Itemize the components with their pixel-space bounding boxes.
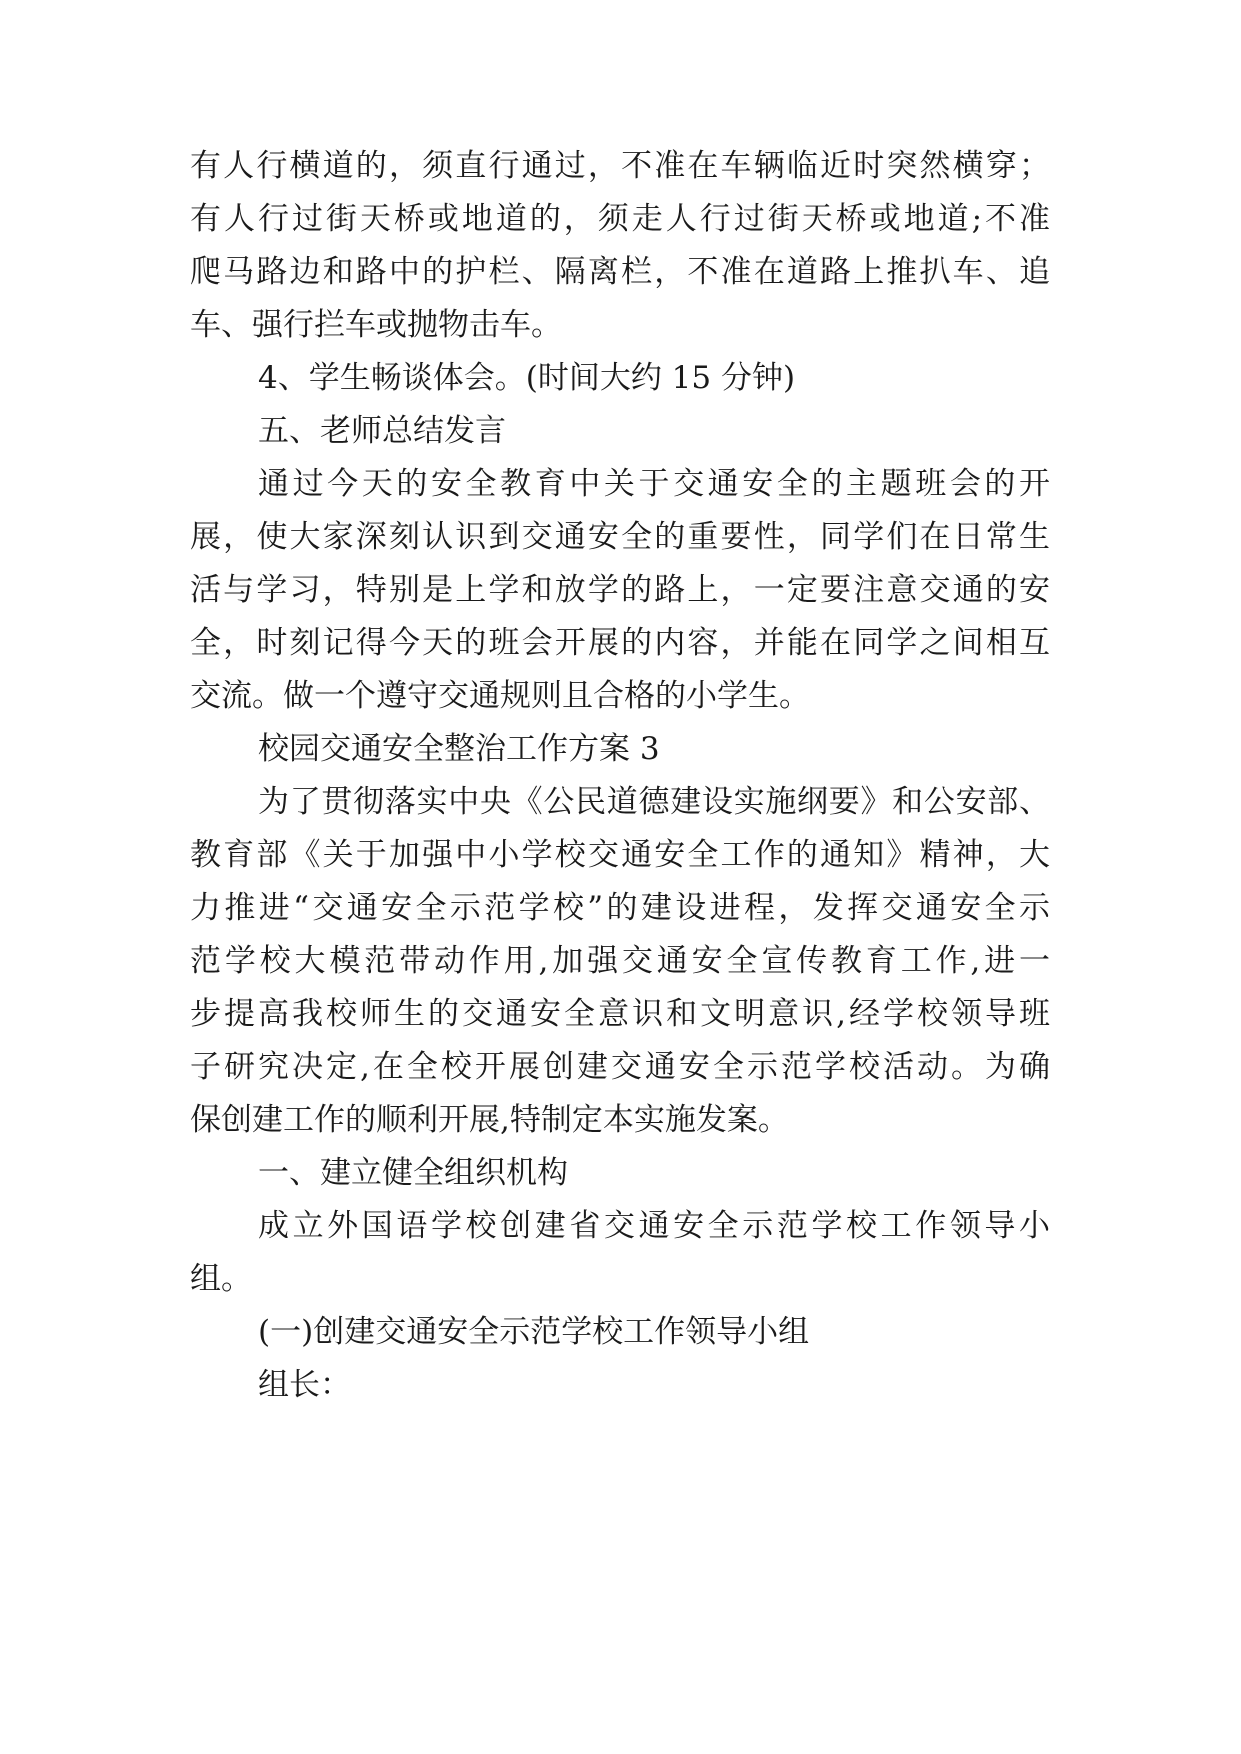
section-heading: (一)创建交通安全示范学校工作领导小组: [258, 1314, 810, 1350]
paragraph-line: 交流。做一个遵守交通规则且合格的小学生。: [190, 678, 810, 714]
field-label: 组长：: [258, 1367, 351, 1403]
paragraph-line: 范学校大模范带动作用,加强交通安全宣传教育工作,进一: [190, 943, 1050, 979]
paragraph-line: 爬马路边和路中的护栏、隔离栏，不准在道路上推扒车、追: [190, 254, 1050, 290]
section-item: 4、学生畅谈体会。(时间大约 15 分钟): [258, 360, 796, 396]
paragraph-line: 组。: [190, 1261, 252, 1297]
paragraph-line: 保创建工作的顺利开展,特制定本实施发案。: [190, 1102, 789, 1138]
paragraph-line: 力推进“交通安全示范学校”的建设进程，发挥交通安全示: [190, 890, 1050, 926]
paragraph-line: 全，时刻记得今天的班会开展的内容，并能在同学之间相互: [190, 625, 1050, 661]
paragraph-line: 活与学习，特别是上学和放学的路上，一定要注意交通的安: [190, 572, 1050, 608]
section-heading: 一、建立健全组织机构: [258, 1155, 568, 1191]
paragraph-line: 有人行过街天桥或地道的，须走人行过街天桥或地道;不准: [190, 201, 1050, 237]
paragraph-line: 成立外国语学校创建省交通安全示范学校工作领导小: [258, 1208, 1050, 1244]
paragraph-line: 车、强行拦车或抛物击车。: [190, 307, 562, 343]
paragraph-line: 教育部《关于加强中小学校交通安全工作的通知》精神，大: [190, 837, 1050, 873]
paragraph-line: 步提高我校师生的交通安全意识和文明意识,经学校领导班: [190, 996, 1050, 1032]
section-heading: 校园交通安全整治工作方案 3: [258, 731, 660, 767]
paragraph-line: 有人行横道的，须直行通过，不准在车辆临近时突然横穿；: [190, 148, 1050, 184]
section-heading: 五、老师总结发言: [258, 413, 506, 449]
paragraph-line: 展，使大家深刻认识到交通安全的重要性，同学们在日常生: [190, 519, 1050, 555]
paragraph-line: 为了贯彻落实中央《公民道德建设实施纲要》和公安部、: [258, 784, 1050, 820]
paragraph-line: 通过今天的安全教育中关于交通安全的主题班会的开: [258, 466, 1050, 502]
paragraph-line: 子研究决定,在全校开展创建交通安全示范学校活动。为确: [190, 1049, 1050, 1085]
document-page: [190, 0, 1050, 1754]
